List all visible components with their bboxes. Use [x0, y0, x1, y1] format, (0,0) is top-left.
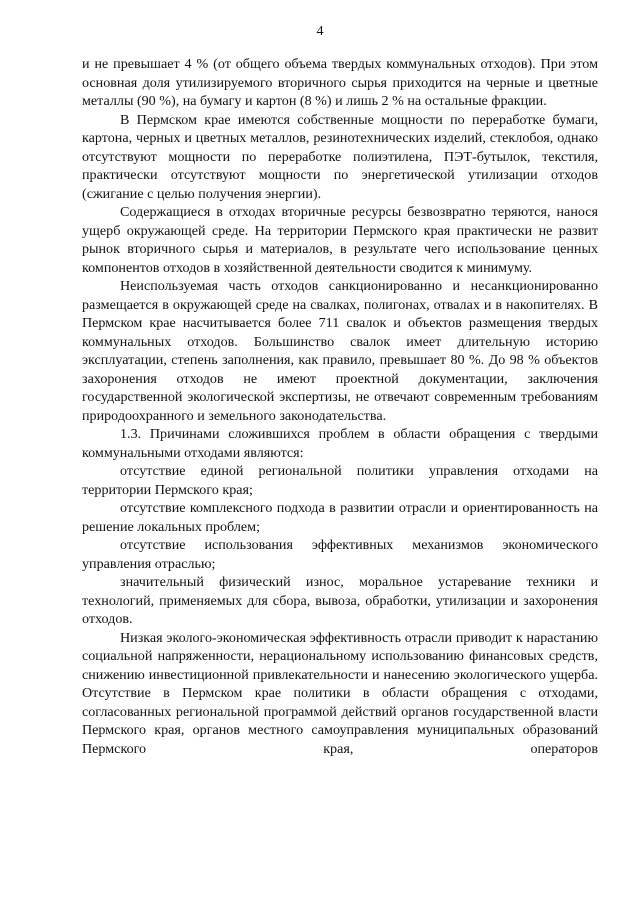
list-item-regional-policy: отсутствие единой региональной политики управления отходами на территории Пермского края;: [82, 463, 598, 498]
paragraph-secondary-resources: Содержащиеся в отходах вторичные ресурсы безвозвратно теряются, нанося ущерб окружающей среде. На территории Пермского края практически не развит рынок вторичного сырья и материалов, в результате чего использование ценных компонентов отходов в хозяйственной деятельности сводится к минимуму.: [82, 204, 598, 276]
page-number: 4: [316, 24, 324, 39]
list-item-equipment-wear: значительный физический износ, моральное устаревание техники и технологий, применяемых для сбора, вывоза, обработки, утилизации и захоронения отходов.: [82, 574, 598, 627]
paragraph-low-efficiency: Низкая эколого-экономическая эффективность отрасли приводит к нарастанию социальной напряженности, нерациональному использованию финансовых средств, снижению инвестиционной привлекательности и нанесению экологического ущерба. Отсутствие в Пермском крае политики в области обращения с отходами, согласованных региональной программой действий органов государственной власти Пермского края, органов местного самоуправления муниципальных образований Пермского края, операторов: [82, 629, 598, 757]
document-body: [82, 55, 598, 758]
paragraph-processing-capacity: В Пермском крае имеются собственные мощности по переработке бумаги, картона, черных и цветных металлов, резинотехнических изделий, стеклобоя, однако отсутствуют мощности по переработке полиэтилена, ПЭТ-бутылок, текстиля, практически отсутствуют мощности по энергетической утилизации отходов (сжигание с целью получения энергии).: [82, 111, 598, 202]
list-item-economic-mechanisms: отсутствие использования эффективных механизмов экономического управления отраслью;: [82, 537, 598, 572]
list-item-integrated-approach: отсутствие комплексного подхода в развитии отрасли и ориентированность на решение локальных проблем;: [82, 500, 598, 535]
paragraph-waste-disposal-sites: Неиспользуемая часть отходов санкционированно и несанкционированно размещается в окружающей среде на свалках, полигонах, отвалах и в накопителях. В Пермском крае насчитывается более 711 свалок и объектов размещения твердых коммунальных отходов. Большинство свалок имеет длительную историю эксплуатации, степень заполнения, как правило, превышает 80 %. До 98 % объектов захоронения отходов не имеют проектной документации, заключения государственной экологической экспертизы, не отвечают современным требованиям природоохранного и земельного законодательства.: [82, 278, 598, 424]
paragraph-recycling-share: и не превышает 4 % (от общего объема твердых коммунальных отходов). При этом основная доля утилизируемого вторичного сырья приходится на черные и цветные металлы (90 %), на бумагу и картон (8 %) и лишь 2 % на остальные фракции.: [82, 56, 598, 109]
paragraph-problem-causes-heading: 1.3. Причинами сложившихся проблем в области обращения с твердыми коммунальными отходами являются:: [82, 426, 598, 461]
